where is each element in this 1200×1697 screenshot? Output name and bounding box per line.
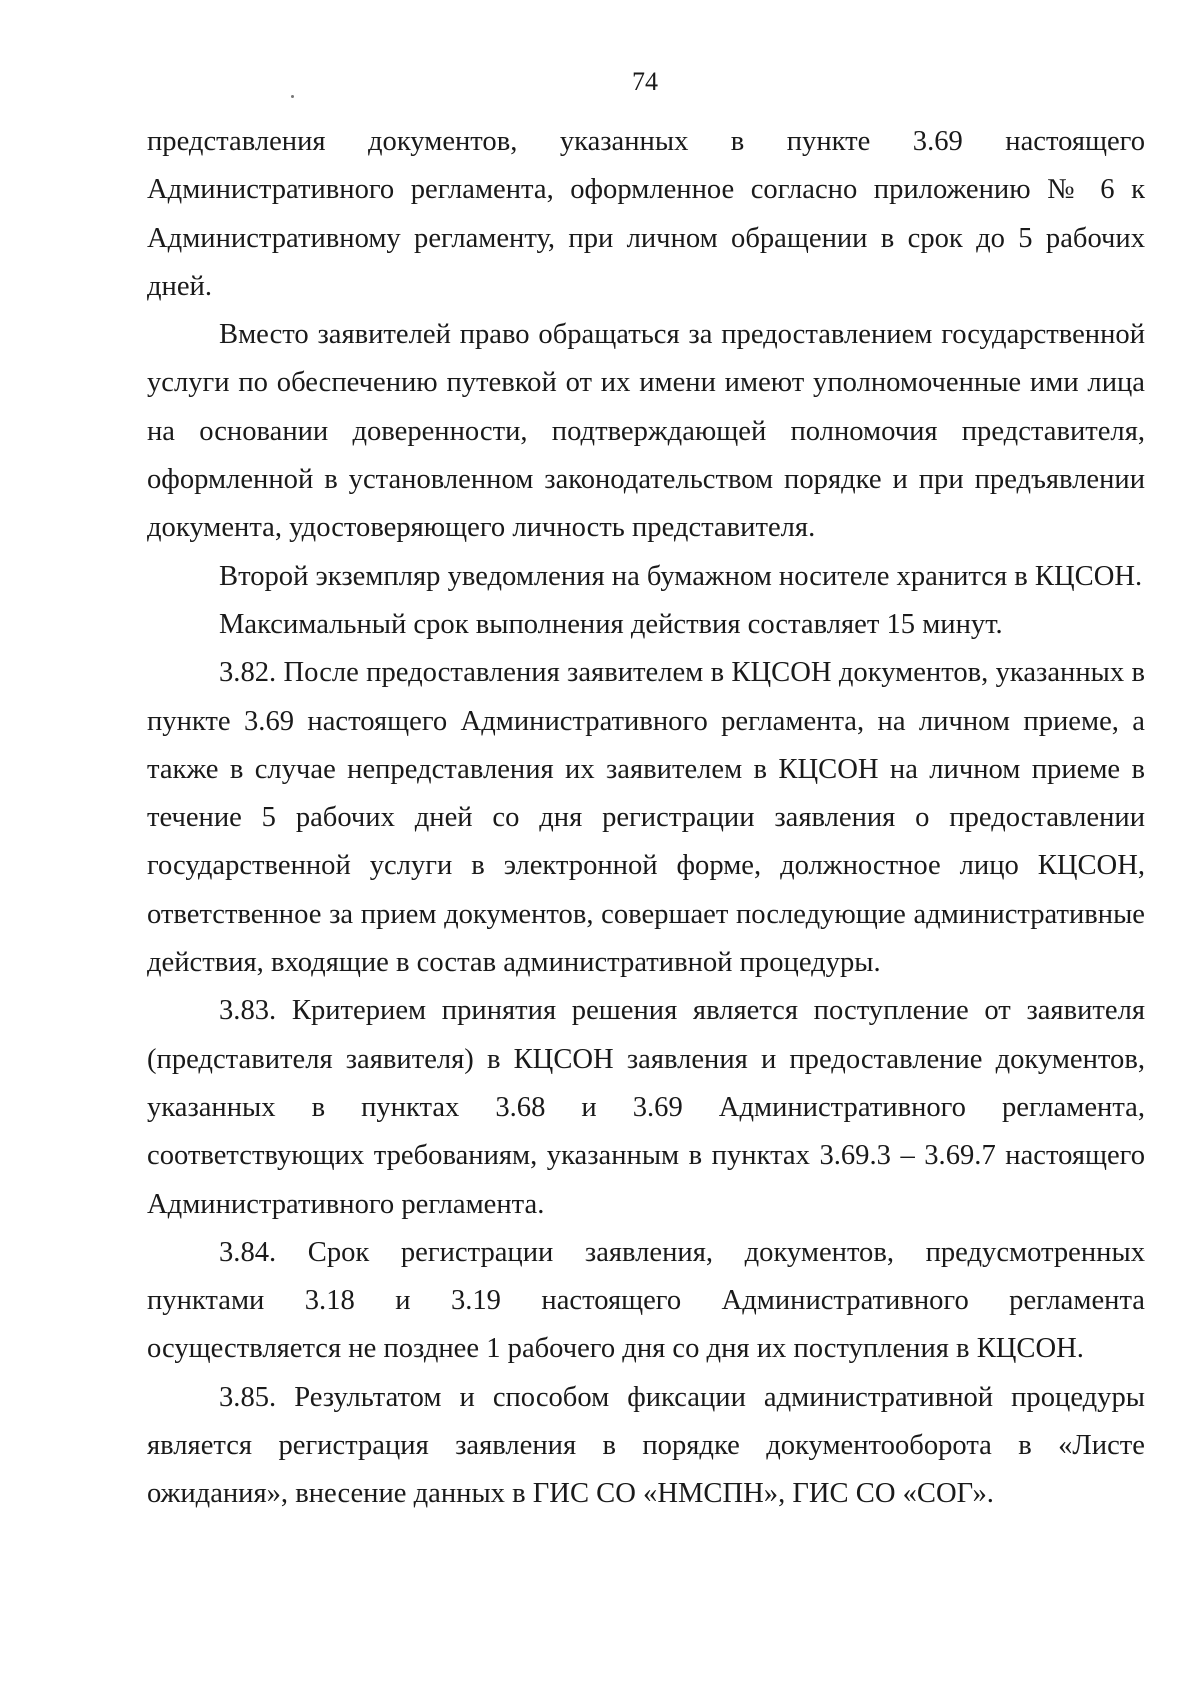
paragraph-max-time: Максимальный срок выполнения действия составляет 15 минут. [219,608,1003,640]
page-number: 74 [632,67,658,96]
paragraph-continuation: представления документов, указанных в пункте 3.69 настоящего Административного регламента, оформленное согласно приложению № 6 к Административному регламенту, при личном обращении в срок до 5 рабочих дней. [147,126,1145,302]
paragraph-second-copy: Второй экземпляр уведомления на бумажном носителе хранится в КЦСОН. [219,560,1143,592]
paragraph-3-84: 3.84. Срок регистрации заявления, документов, предусмотренных пунктами 3.18 и 3.19 настоящего Административного регламента осуществляется не позднее 1 рабочего дня со дня их поступления в КЦСОН. [147,1236,1145,1365]
paragraph-3-85: 3.85. Результатом и способом фиксации административной процедуры является регистрация заявления в порядке документооборота в «Листе ожидания», внесение данных в ГИС СО «НМСПН», ГИС СО «СОГ». [147,1381,1145,1510]
paragraph-3-82: 3.82. После предоставления заявителем в КЦСОН документов, указанных в пункте 3.69 настоящего Административного регламента, на личном приеме, а также в случае непредставления их заявителем в КЦСОН на личном приеме в течение 5 рабочих дней со дня регистрации заявления о предоставлении государственной услуги в электронной форме, должностное лицо КЦСОН, ответственное за прием документов, совершает последующие административные действия, входящие в состав административной процедуры. [147,657,1145,979]
paragraph-representatives: Вместо заявителей право обращаться за предоставлением государственной услуги по обеспечению путевкой от их имени имеют уполномоченные ими лица на основании доверенности, подтверждающей полномочия представителя, оформленной в установленном законодательством порядке и при предъявлении документа, удостоверяющего личность представителя. [147,319,1145,544]
paragraph-3-83: 3.83. Критерием принятия решения является поступление от заявителя (представителя заявителя) в КЦСОН заявления и предоставление документов, указанных в пунктах 3.68 и 3.69 Административного регламента, соответствующих требованиям, указанным в пунктах 3.69.3 – 3.69.7 настоящего Административного регламента. [147,995,1145,1220]
document-body [147,118,1145,1519]
